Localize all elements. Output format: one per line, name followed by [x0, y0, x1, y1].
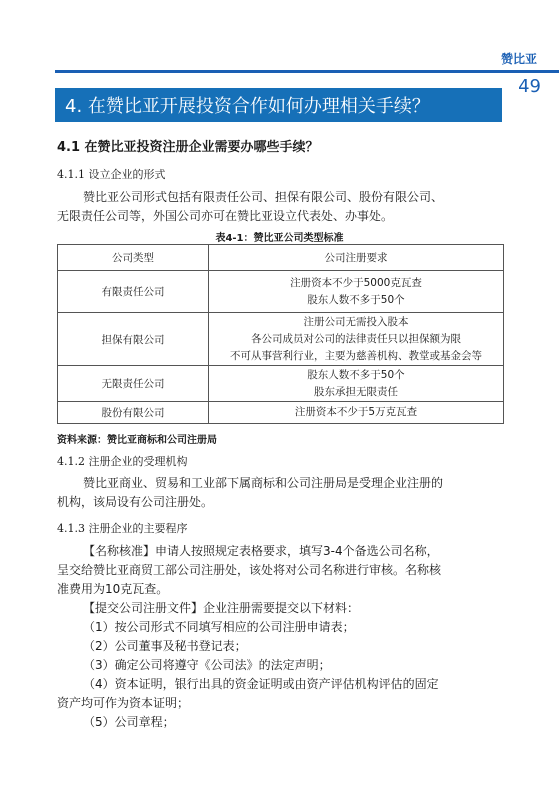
table-source: 资料来源：赞比亚商标和公司注册局 — [57, 435, 217, 446]
table-row — [58, 271, 504, 313]
company-type-table — [57, 244, 504, 424]
requirement-cell — [209, 271, 504, 313]
requirement-line: 注册公司无需投入股本 — [303, 315, 409, 328]
header-rule — [55, 70, 559, 73]
header-cell-type: 公司类型 — [58, 245, 209, 271]
header-country: 赞比亚 — [500, 52, 537, 66]
paragraph-line: 赞比亚商业、贸易和工业部下属商标和公司注册局是受理企业注册的 — [83, 476, 444, 490]
paragraph-line: 无限责任公司等，外国公司亦可在赞比亚设立代表处、办事处。 — [57, 209, 394, 223]
section-4-1-2-paragraph — [57, 474, 505, 512]
list-item: （1）按公司形式不同填写相应的公司注册申请表； — [83, 620, 355, 634]
section-4-1-title: 4.1 在赞比亚投资注册企业需要办哪些手续？ — [57, 140, 319, 155]
section-4-1-1-heading: 4.1.1 设立企业的形式 — [57, 168, 166, 181]
list-item: （2）公司董事及秘书登记表； — [83, 639, 247, 653]
paragraph-line: 【提交公司注册文件】企业注册需要提交以下材料： — [83, 601, 360, 615]
list-item: 资产均可作为资本证明； — [57, 696, 190, 710]
paragraph-line: 机构，该局设有公司注册处。 — [57, 495, 214, 509]
list-item: （3）确定公司将遵守《公司法》的法定声明； — [83, 658, 331, 672]
requirement-line: 注册资本不少于5000克瓦查 — [290, 276, 422, 289]
section-4-1-3-heading: 4.1.3 注册企业的主要程序 — [57, 522, 188, 535]
requirement-line: 各公司成员对公司的法律责任只以担保额为限 — [251, 332, 461, 345]
paragraph-line: 赞比亚公司形式包括有限责任公司、担保有限公司、股份有限公司、 — [83, 190, 444, 204]
paragraph-line: 【名称核准】申请人按照规定表格要求，填写3-4个备选公司名称， — [83, 544, 439, 558]
requirement-line: 股东人数不多于50个 — [307, 368, 405, 381]
requirement-line: 不可从事营利行业，主要为慈善机构、教堂或基金会等 — [230, 349, 482, 362]
list-item: （5）公司章程； — [83, 715, 175, 729]
requirement-cell — [209, 313, 504, 366]
requirement-line: 股东人数不多于50个 — [307, 293, 405, 306]
table-row — [58, 402, 504, 424]
requirement-cell — [209, 366, 504, 402]
company-type-cell: 担保有限公司 — [58, 313, 209, 366]
table-caption: 表4-1：赞比亚公司类型标准 — [215, 233, 344, 244]
paragraph-line: 准费用为10克瓦查。 — [57, 582, 169, 596]
company-type-cell: 有限责任公司 — [58, 271, 209, 313]
requirement-line: 注册资本不少于5万克瓦查 — [294, 406, 418, 418]
section-4-1-1-paragraph — [57, 188, 505, 226]
company-type-cell: 无限责任公司 — [58, 366, 209, 402]
page-number: 49 — [518, 76, 541, 97]
chapter-title: 4. 在赞比亚开展投资合作如何办理相关手续？ — [65, 96, 430, 117]
paragraph-line: 呈交给赞比亚商贸工部公司注册处，该处将对公司名称进行审核。名称核 — [57, 563, 442, 577]
table-header-row — [58, 245, 504, 271]
submit-documents-paragraph — [57, 599, 505, 732]
name-approval-paragraph — [57, 542, 505, 599]
section-4-1-2-heading: 4.1.2 注册企业的受理机构 — [57, 455, 188, 468]
requirement-line: 股东承担无限责任 — [314, 385, 398, 398]
list-item: （4）资本证明，银行出具的资金证明或由资产评估机构评估的固定 — [83, 677, 439, 691]
requirement-cell — [209, 402, 504, 424]
company-type-cell: 股份有限公司 — [58, 402, 209, 424]
table-row — [58, 313, 504, 366]
table-row — [58, 366, 504, 402]
header-cell-requirement: 公司注册要求 — [209, 245, 504, 271]
